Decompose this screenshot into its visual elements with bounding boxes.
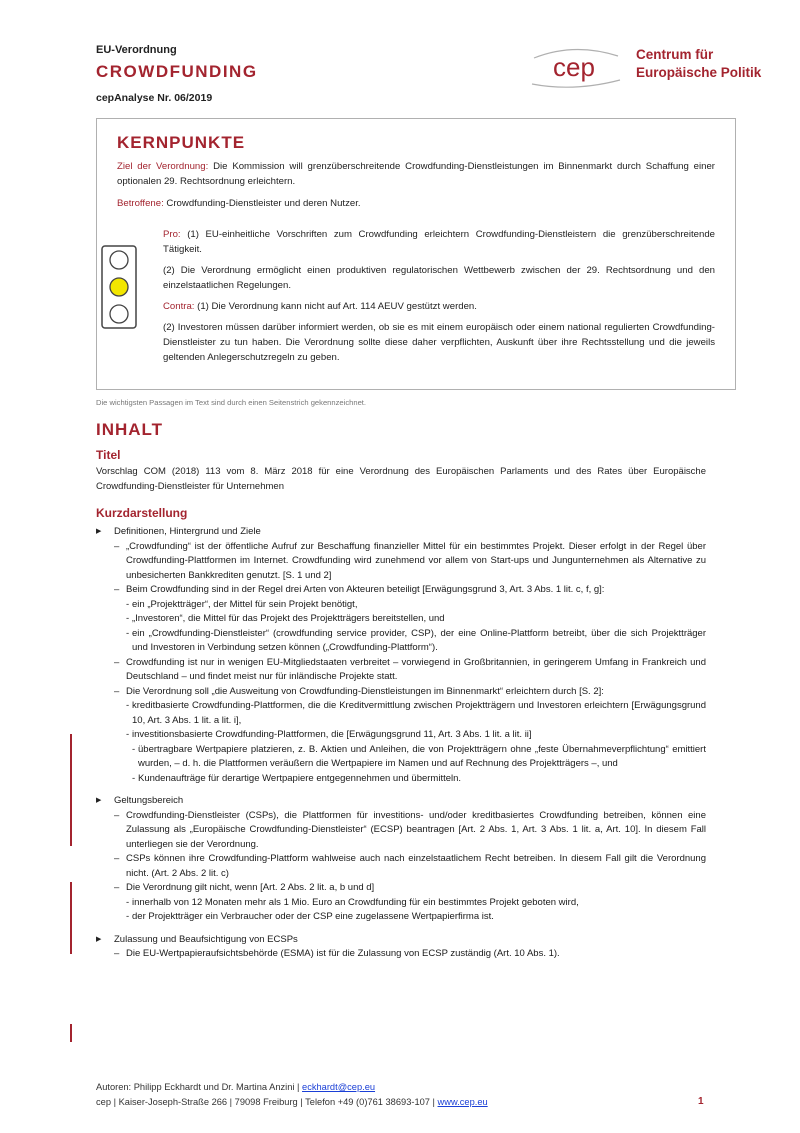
list-item: - „Investoren“, die Mittel für das Projekt des Projektträgers bereitstellen, und xyxy=(96,612,706,627)
cep-logo-mark xyxy=(526,44,626,88)
contra-2: (2) Investoren müssen darüber informiert werden, ob sie es mit einem europäisch oder einem national regulierten Crowdfunding-Dienstleister zu tun haben. Die Verordnung sollte diese daher verpflichten, Auskunft über ihre Rechtsstellung und die jeweils geltenden Anlegerschutzregeln zu geben. xyxy=(163,322,715,363)
pro-2: (2) Die Verordnung ermöglicht einen produktiven regulatorischen Wettbewerb zwischen der 29. Rechtsordnung und den einzelstaatlichen Regelungen. xyxy=(163,265,715,291)
page-header xyxy=(96,44,762,114)
list-item: - ein „Projektträger“, der Mittel für sein Projekt benötigt, xyxy=(96,598,706,613)
authors-text: Autoren: Philipp Eckhardt und Dr. Martina Anzini | xyxy=(96,1082,303,1092)
list-item: – CSPs können ihre Crowdfunding-Plattform wahlweise auch nach einzelstaatlichem Recht betreiben. In diesem Fall gilt die Verordnung nicht. (Art. 2 Abs. 2 lit. c) xyxy=(96,852,706,881)
list-item: – Crowdfunding ist nur in wenigen EU-Mitgliedstaaten verbreitet – vorwiegend in Großbritannien, in geringerem Umfang in Frankreich und Deutschland – und findet meist nur für inländische Projekte statt. xyxy=(96,656,706,685)
page-number: 1 xyxy=(698,1096,704,1107)
betroffene-label: Betroffene: xyxy=(117,198,164,209)
kurzdarstellung-heading: Kurzdarstellung xyxy=(96,506,188,520)
margin-marker xyxy=(70,882,72,954)
list-item: - ein „Crowdfunding-Dienstleister“ (crowdfunding service provider, CSP), der eine Online-Plattform betreibt, über die sich Projektträger und Investoren in Verbindung setzen können („Crowdfunding-Plattform“). xyxy=(96,627,706,656)
document-type: EU-Verordnung xyxy=(96,44,177,56)
list-item: – Beim Crowdfunding sind in der Regel drei Arten von Akteuren beteiligt [Erwägungsgrund 3, Art. 3 Abs. 1 lit. c, f, g]: xyxy=(96,583,706,598)
list-item: - investitionsbasierte Crowdfunding-Plattformen, die [Erwägungsgrund 11, Art. 3 Abs. 1 lit. a lit. ii] xyxy=(96,728,706,743)
pro-label: Pro: xyxy=(163,229,181,240)
titel-heading: Titel xyxy=(96,448,121,462)
contra-1 xyxy=(163,299,715,314)
traffic-light-icon xyxy=(101,245,137,329)
list-item: - innerhalb von 12 Monaten mehr als 1 Mio. Euro an Crowdfunding für ein bestimmtes Projekt geboten wird, xyxy=(96,896,706,911)
betroffene-text: Crowdfunding-Dienstleister und deren Nutzer. xyxy=(163,198,361,209)
list-item: – Die Verordnung gilt nicht, wenn [Art. 2 Abs. 2 lit. a, b und d] xyxy=(96,881,706,896)
list-item: - der Projektträger ein Verbraucher oder der CSP eine zugelassene Wertpapierfirma ist. xyxy=(96,910,706,925)
titel-text: Vorschlag COM (2018) 113 vom 8. März 2018 für eine Verordnung des Europäischen Parlaments und des Rates über Europäische Crowdfunding-Dienstleister für Unternehmen xyxy=(96,466,706,492)
footer-address xyxy=(96,1095,708,1110)
pro-contra-section xyxy=(163,227,715,371)
section-licensing: ▶ Zulassung und Beaufsichtigung von ECSPs xyxy=(96,933,706,948)
document-title: CROWDFUNDING xyxy=(96,62,258,81)
ziel-label: Ziel der Verordnung: xyxy=(117,161,209,172)
contra-label: Contra: xyxy=(163,301,195,312)
kernpunkte-box xyxy=(96,118,736,390)
page-footer xyxy=(96,1080,708,1110)
logo-line-1: Centrum für xyxy=(636,47,714,62)
list-item: – Die Verordnung soll „die Ausweitung von Crowdfunding-Dienstleistungen im Binnenmarkt“ erleichtern durch [S. 2]: xyxy=(96,685,706,700)
list-item: – „Crowdfunding“ ist der öffentliche Aufruf zur Beschaffung finanzieller Mittel für ein bestimmtes Projekt. Dieser erfolgt in der Regel über Crowdfunding-Plattformen im Internet. Crowdfunding wird zunehmend vor allem von Start-ups und Jungunternehmen als Alternative zu unbesicherten Bankkrediten genutzt. [S. 1 und 2] xyxy=(96,540,706,584)
list-item: - kreditbasierte Crowdfunding-Plattformen, die die Kreditvermittlung zwischen Projektträgern und Investoren erleichtern [Erwägungsgrund 10, Art. 3 Abs. 1 lit. a lit. i], xyxy=(96,699,706,728)
section-definitions: ▶ Definitionen, Hintergrund und Ziele xyxy=(96,525,706,540)
margin-note: Die wichtigsten Passagen im Text sind durch einen Seitenstrich gekennzeichnet. xyxy=(96,398,367,407)
logo-wordmark xyxy=(636,46,761,82)
traffic-light-top xyxy=(110,251,128,269)
address-text: cep | Kaiser-Joseph-Straße 266 | 79098 Freiburg | Telefon +49 (0)761 38693-107 | xyxy=(96,1097,438,1107)
logo-abbreviation: cep xyxy=(553,52,595,82)
betroffene-paragraph xyxy=(117,196,715,211)
list-item: – Crowdfunding-Dienstleister (CSPs), die Plattformen für investitions- und/oder kreditbasiertes Crowdfunding betreiben, können eine Zulassung als „Europäische Crowdfunding-Dienstleister“ (ECSP) beantragen [Art. 2 Abs. 1, Art. 3 Abs. 1 lit. a, Art. 10]. In diesem Fall unterliegen sie der Verordnung. xyxy=(96,809,706,853)
list-item: - Kundenaufträge für derartige Wertpapiere entgegennehmen und übermitteln. xyxy=(96,772,706,787)
kernpunkte-heading: KERNPUNKTE xyxy=(117,133,246,152)
ziel-paragraph xyxy=(117,159,715,189)
list-item: – Die EU-Wertpapieraufsichtsbehörde (ESMA) ist für die Zulassung von ECSP zuständig (Art. 10 Abs. 1). xyxy=(96,947,706,962)
logo-line-2: Europäische Politik xyxy=(636,65,762,80)
cep-logo xyxy=(526,44,766,94)
main-content xyxy=(96,420,706,962)
ziel-text: Die Kommission will grenzüberschreitende Crowdfunding-Dienstleistungen im Binnenmarkt durch Schaffung einer optionalen 29. Rechtsordnung erleichtern. xyxy=(117,161,715,187)
contra-1-text: (1) Die Verordnung kann nicht auf Art. 114 AEUV gestützt werden. xyxy=(194,301,477,312)
margin-marker xyxy=(70,1024,72,1042)
traffic-light-middle xyxy=(110,278,128,296)
pro-1 xyxy=(163,227,715,257)
traffic-light-bottom xyxy=(110,305,128,323)
list-item: - übertragbare Wertpapiere platzieren, z. B. Aktien und Anleihen, die von Projektträgern ohne „feste Übernahmeverpflichtung“ emittiert wurden, – d. h. die Plattformen veräußern die Wertpapiere im Namen und auf Rechnung des Projektträgers –, und xyxy=(96,743,706,772)
margin-marker xyxy=(70,734,72,846)
document-number: cepAnalyse Nr. 06/2019 xyxy=(96,92,213,104)
website-link[interactable]: www.cep.eu xyxy=(437,1097,488,1107)
pro-1-text: (1) EU-einheitliche Vorschriften zum Crowdfunding erleichtern Crowdfunding-Dienstleistern die grenzüberschreitende Tätigkeit. xyxy=(163,229,715,255)
footer-authors xyxy=(96,1080,708,1095)
email-link[interactable]: eckhardt@cep.eu xyxy=(302,1082,376,1092)
inhalt-heading: INHALT xyxy=(96,420,164,439)
section-scope: ▶ Geltungsbereich xyxy=(96,794,706,809)
